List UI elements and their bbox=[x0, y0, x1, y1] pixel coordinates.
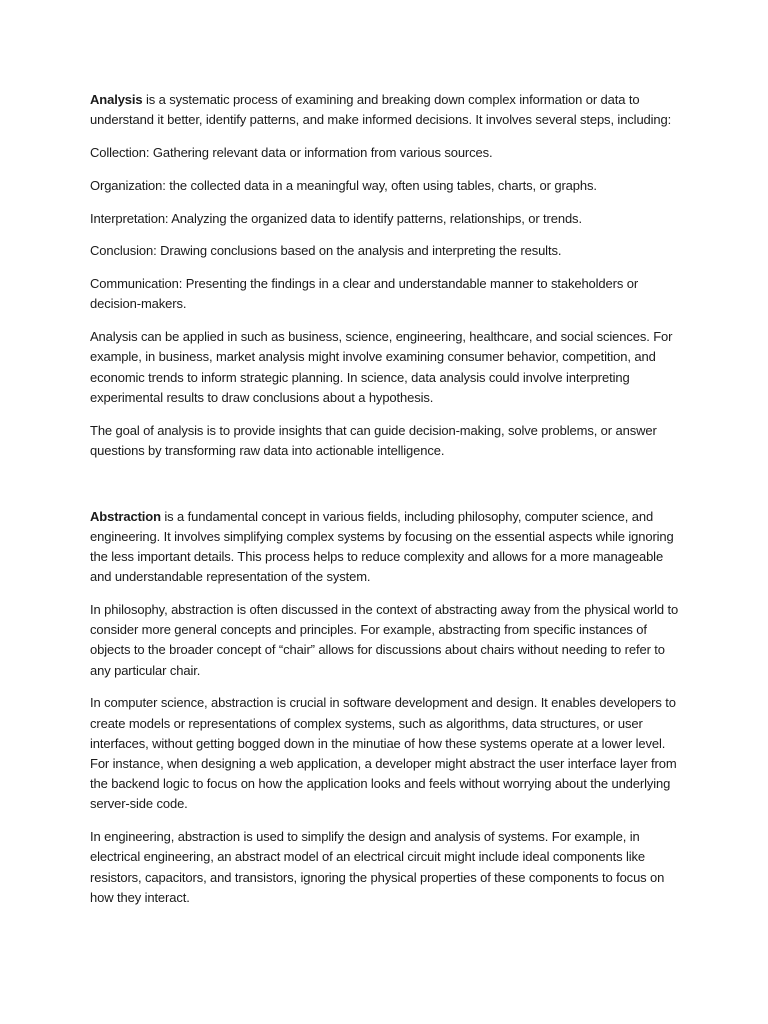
abstraction-computer-science-paragraph: In computer science, abstraction is crucial in software development and design. It enables developers to create models or representations of complex systems, such as algorithms, data structures, or user interfaces, without getting bogged down in the minutiae of how these systems operate at a lower level. For instance, when designing a web application, a developer might abstract the user interface layer from the backend logic to focus on how the application looks and feels without worrying about the underlying server-side code. bbox=[90, 695, 677, 812]
abstraction-intro-text: is a fundamental concept in various fields, including philosophy, computer science, and engineering. It involves simplifying complex systems by focusing on the essential aspects while ignoring the less important details. This process helps to reduce complexity and allows for a more manageable and understandable representation of the system. bbox=[90, 508, 674, 585]
analysis-term: Analysis bbox=[90, 92, 143, 107]
analysis-applications-paragraph: Analysis can be applied in such as business, science, engineering, healthcare, and social sciences. For example, in business, market analysis might involve examining consumer behavior, competition, and economic trends to inform strategic planning. In science, data analysis could involve interpreting experimental results to draw conclusions about a hypothesis. bbox=[90, 329, 673, 405]
analysis-intro-text: is a systematic process of examining and breaking down complex information or data to understand it better, identify patterns, and make informed decisions. It involves several steps, including: bbox=[90, 92, 672, 128]
section-gap bbox=[90, 474, 682, 507]
analysis-step-interpretation: Interpretation: Analyzing the organized data to identify patterns, relationships, or trends. bbox=[90, 210, 582, 226]
analysis-step-organization: Organization: the collected data in a meaningful way, often using tables, charts, or graphs. bbox=[90, 177, 597, 193]
analysis-step-collection: Collection: Gathering relevant data or information from various sources. bbox=[90, 145, 493, 160]
analysis-goal-paragraph: The goal of analysis is to provide insights that can guide decision-making, solve problems, or answer questions by transforming raw data into actionable intelligence. bbox=[90, 422, 657, 458]
abstraction-philosophy-paragraph: In philosophy, abstraction is often discussed in the context of abstracting away from the physical world to consider more general concepts and principles. For example, abstracting from specific instances of objects to the broader concept of “chair” allows for discussions about chairs without needing to refer to any particular chair. bbox=[90, 602, 679, 678]
document-body bbox=[90, 90, 682, 921]
analysis-step-conclusion: Conclusion: Drawing conclusions based on the analysis and interpreting the results. bbox=[90, 243, 562, 259]
analysis-intro-paragraph bbox=[90, 90, 682, 130]
abstraction-engineering-paragraph: In engineering, abstraction is used to simplify the design and analysis of systems. For example, in electrical engineering, an abstract model of an electrical circuit might include ideal components like resistors, capacitors, and transistors, ignoring the physical properties of these components to focus on how they interact. bbox=[90, 829, 665, 905]
abstraction-term: Abstraction bbox=[90, 508, 161, 524]
analysis-step-communication: Communication: Presenting the findings in a clear and understandable manner to stakeholders or decision-makers. bbox=[90, 276, 639, 312]
abstraction-intro-paragraph bbox=[90, 507, 682, 588]
